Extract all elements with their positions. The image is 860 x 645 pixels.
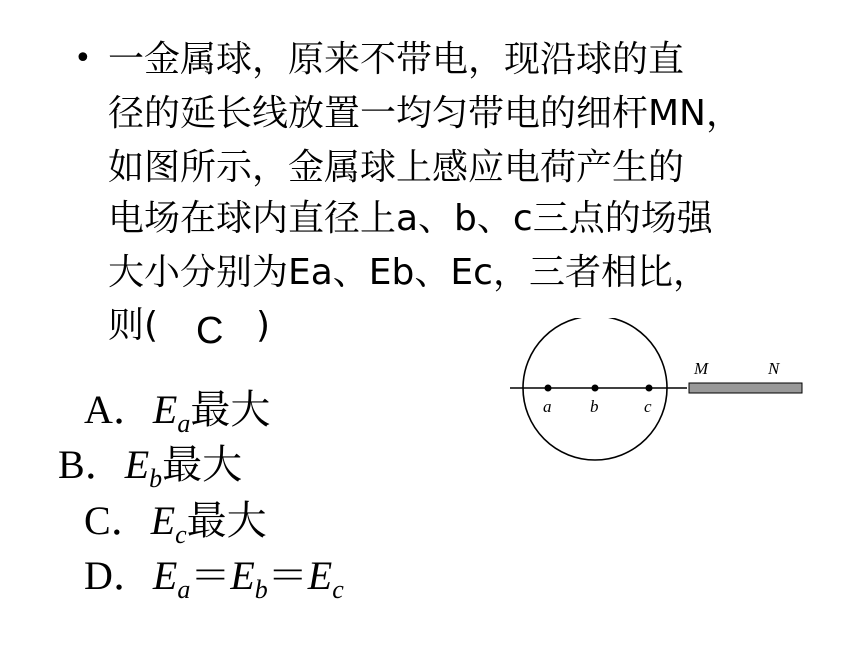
option-d-e1: E — [152, 553, 178, 598]
label-b: b — [590, 397, 599, 416]
option-d-eq1: ＝ — [190, 553, 231, 598]
option-d-sub-a: a — [177, 575, 191, 604]
question-line-6: 则( — [108, 305, 159, 346]
label-n: N — [768, 359, 780, 378]
label-a: a — [543, 397, 552, 416]
option-b — [58, 442, 243, 493]
option-a-e: E — [152, 387, 178, 432]
question-line-1: 一金属球，原来不带电，现沿球的直 — [108, 39, 685, 80]
option-d-sub-b: b — [254, 575, 268, 604]
question-line-2: 径的延长线放置一均匀带电的细杆MN， — [108, 93, 742, 134]
point-a — [545, 385, 552, 392]
closing-paren: ) — [256, 305, 271, 346]
option-c-text: 最大 — [186, 498, 267, 544]
option-d-e3: E — [307, 553, 333, 598]
bullet-point: • — [74, 41, 92, 76]
option-a-sub: a — [177, 409, 191, 438]
option-d — [84, 553, 344, 604]
point-c — [646, 385, 653, 392]
option-a-prefix: A． — [84, 387, 153, 432]
option-c — [84, 498, 267, 549]
label-m: M — [694, 359, 709, 378]
option-b-text: 最大 — [162, 442, 243, 488]
option-b-prefix: B． — [58, 442, 125, 487]
option-c-e: E — [150, 498, 176, 543]
charged-rod-mn — [689, 383, 802, 393]
option-d-eq2: ＝ — [267, 553, 308, 598]
sphere-rod-figure — [505, 318, 815, 468]
answer-letter: C — [196, 310, 224, 352]
option-c-prefix: C． — [84, 498, 151, 543]
label-c: c — [644, 397, 652, 416]
option-d-e2: E — [230, 553, 255, 598]
point-b — [592, 385, 599, 392]
option-b-sub: b — [149, 464, 163, 493]
option-d-prefix: D． — [84, 553, 153, 598]
question-line-3: 如图所示，金属球上感应电荷产生的 — [108, 147, 685, 188]
option-a — [84, 387, 271, 438]
question-line-5: 大小分别为Ea、Eb、Ec，三者相比， — [108, 252, 709, 293]
question-line-4: 电场在球内直径上a、b、c三点的场强 — [108, 198, 713, 239]
option-b-e: E — [124, 442, 150, 487]
option-c-sub: c — [175, 520, 187, 549]
option-a-text: 最大 — [190, 387, 271, 433]
option-d-sub-c: c — [332, 575, 344, 604]
